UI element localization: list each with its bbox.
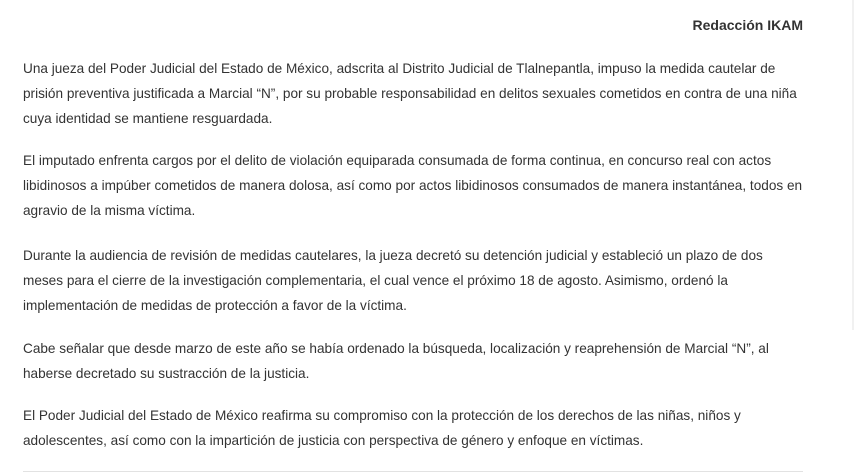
article-paragraph-2: El imputado enfrenta cargos por el delito de violación equiparada consumada de forma continua, en concurso real con actos libidinosos a impúber cometidos de manera dolosa, así como por actos libidinosos consumados de manera instantánea, todos en agravio de la misma víctima. <box>23 153 803 218</box>
article-paragraph-5: El Poder Judicial del Estado de México reafirma su compromiso con la protección de los derechos de las niñas, niños y adolescentes, así como con la impartición de justicia con perspectiva de género y enfoque en víctimas. <box>23 408 741 448</box>
article-paragraph-3: Durante la audiencia de revisión de medidas cautelares, la jueza decretó su detención judicial y estableció un plazo de dos meses para el cierre de la investigación complementaria, el cual vence el próximo 18 de agosto. Asimismo, ordenó la implementación de medidas de protección a favor de la víctima. <box>23 248 763 313</box>
article-byline: Redacción IKAM <box>692 17 803 33</box>
article-divider <box>23 471 803 472</box>
article-paragraph-1: Una jueza del Poder Judicial del Estado de México, adscrita al Distrito Judicial de Tlalnepantla, impuso la medida cautelar de prisión preventiva justificada a Marcial “N”, por su probable responsabilidad en delitos sexuales cometidos en contra de una niña cuya identidad se mantiene resguardada. <box>23 61 797 126</box>
article-paragraph-4: Cabe señalar que desde marzo de este año se había ordenado la búsqueda, localización y reaprehensión de Marcial “N”, al haberse decretado su sustracción de la justicia. <box>23 341 769 381</box>
article-body <box>23 0 803 453</box>
